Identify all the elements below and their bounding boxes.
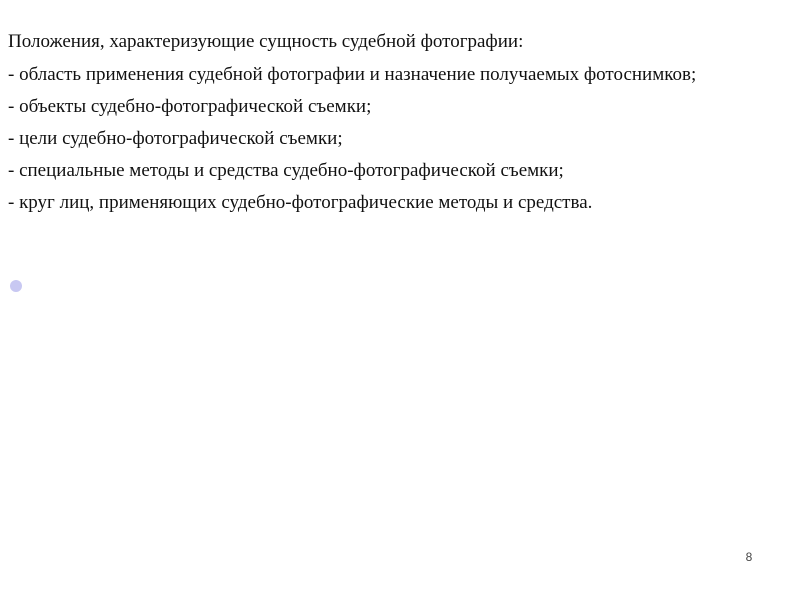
- list-item-methods: - специальные методы и средства судебно-фотографической съемки;: [8, 160, 564, 181]
- list-item-scope: - область применения судебной фотографии и назначение получаемых фотоснимков;: [8, 64, 697, 85]
- slide-content: [8, 31, 791, 224]
- list-item-persons: - круг лиц, применяющих судебно-фотографические методы и средства.: [8, 192, 593, 213]
- slide-heading: Положения, характеризующие сущность судебной фотографии:: [8, 31, 524, 52]
- empty-bullet-icon: [10, 280, 22, 292]
- page-number: 8: [745, 550, 753, 564]
- list-item-objects: - объекты судебно-фотографической съемки;: [8, 96, 372, 117]
- list-item-goals: - цели судебно-фотографической съемки;: [8, 128, 343, 149]
